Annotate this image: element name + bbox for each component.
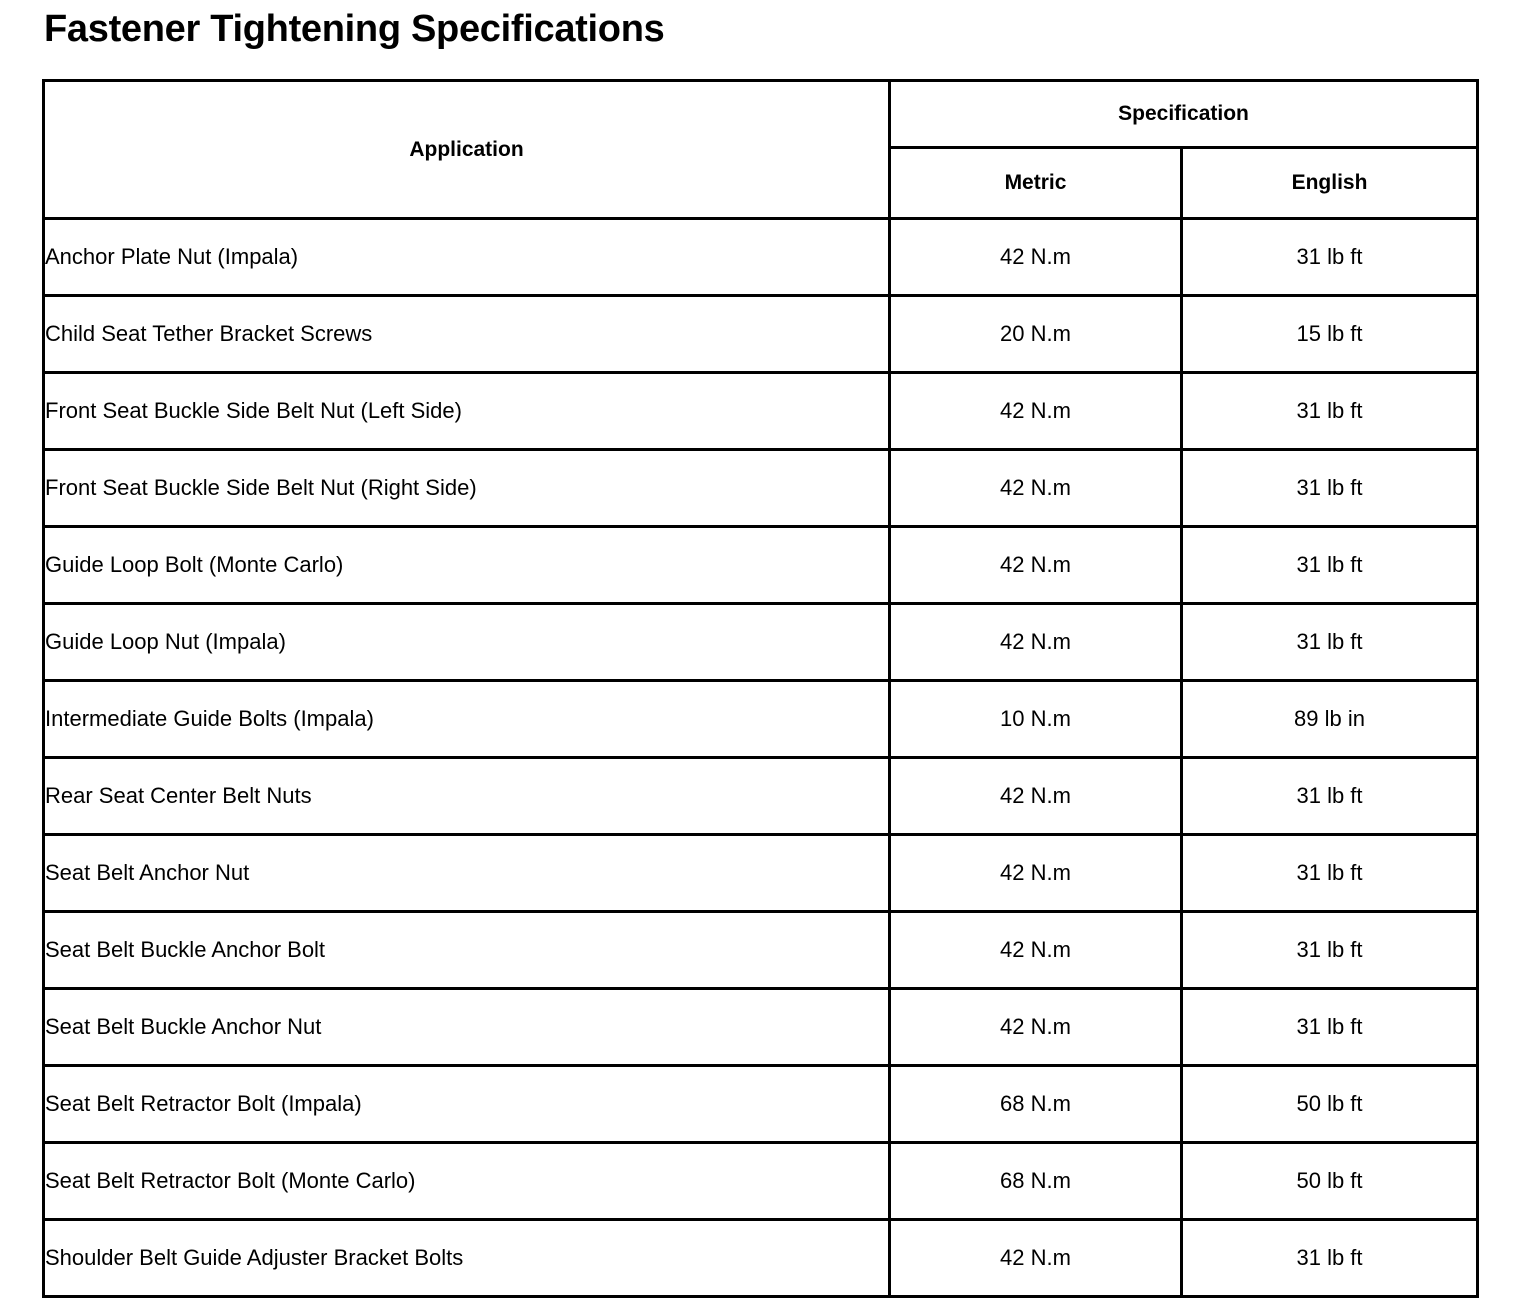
cell-english: 31 lb ft	[1182, 1220, 1478, 1297]
table-row	[44, 1066, 1478, 1143]
cell-english: 31 lb ft	[1182, 527, 1478, 604]
cell-application: Intermediate Guide Bolts (Impala)	[44, 681, 890, 758]
cell-english: 31 lb ft	[1182, 604, 1478, 681]
cell-application: Anchor Plate Nut (Impala)	[44, 219, 890, 296]
table-row	[44, 219, 1478, 296]
column-header-english: English	[1182, 148, 1478, 219]
cell-metric: 42 N.m	[890, 373, 1182, 450]
column-header-metric: Metric	[890, 148, 1182, 219]
table-row	[44, 527, 1478, 604]
cell-metric: 42 N.m	[890, 835, 1182, 912]
cell-english: 50 lb ft	[1182, 1143, 1478, 1220]
cell-metric: 42 N.m	[890, 989, 1182, 1066]
cell-application: Front Seat Buckle Side Belt Nut (Left Side)	[44, 373, 890, 450]
cell-metric: 10 N.m	[890, 681, 1182, 758]
table-row	[44, 373, 1478, 450]
page-title: Fastener Tightening Specifications	[44, 8, 665, 50]
cell-metric: 42 N.m	[890, 527, 1182, 604]
cell-application: Guide Loop Nut (Impala)	[44, 604, 890, 681]
cell-metric: 68 N.m	[890, 1143, 1182, 1220]
cell-english: 15 lb ft	[1182, 296, 1478, 373]
cell-english: 31 lb ft	[1182, 758, 1478, 835]
column-header-specification: Specification	[890, 81, 1478, 148]
table-row	[44, 1143, 1478, 1220]
cell-application: Seat Belt Buckle Anchor Nut	[44, 989, 890, 1066]
table-body	[44, 219, 1478, 1297]
table-header-row-top	[44, 81, 1478, 148]
cell-application: Rear Seat Center Belt Nuts	[44, 758, 890, 835]
table-row	[44, 450, 1478, 527]
cell-metric: 42 N.m	[890, 219, 1182, 296]
cell-english: 31 lb ft	[1182, 450, 1478, 527]
fastener-specifications-table	[42, 79, 1479, 1298]
table-row	[44, 835, 1478, 912]
cell-english: 31 lb ft	[1182, 219, 1478, 296]
cell-application: Shoulder Belt Guide Adjuster Bracket Bolts	[44, 1220, 890, 1297]
table-row	[44, 758, 1478, 835]
cell-application: Child Seat Tether Bracket Screws	[44, 296, 890, 373]
cell-english: 31 lb ft	[1182, 912, 1478, 989]
table-row	[44, 681, 1478, 758]
cell-metric: 68 N.m	[890, 1066, 1182, 1143]
table-row	[44, 296, 1478, 373]
table-header-group	[44, 81, 1478, 219]
cell-application: Seat Belt Buckle Anchor Bolt	[44, 912, 890, 989]
cell-metric: 42 N.m	[890, 450, 1182, 527]
cell-english: 31 lb ft	[1182, 835, 1478, 912]
cell-metric: 42 N.m	[890, 1220, 1182, 1297]
cell-metric: 42 N.m	[890, 758, 1182, 835]
cell-application: Seat Belt Retractor Bolt (Impala)	[44, 1066, 890, 1143]
cell-application: Front Seat Buckle Side Belt Nut (Right Side)	[44, 450, 890, 527]
cell-application: Seat Belt Retractor Bolt (Monte Carlo)	[44, 1143, 890, 1220]
cell-english: 31 lb ft	[1182, 373, 1478, 450]
cell-metric: 42 N.m	[890, 604, 1182, 681]
table-row	[44, 604, 1478, 681]
cell-metric: 20 N.m	[890, 296, 1182, 373]
cell-application: Guide Loop Bolt (Monte Carlo)	[44, 527, 890, 604]
column-header-application: Application	[44, 81, 890, 219]
table-row	[44, 989, 1478, 1066]
cell-application: Seat Belt Anchor Nut	[44, 835, 890, 912]
cell-english: 50 lb ft	[1182, 1066, 1478, 1143]
table-row	[44, 1220, 1478, 1297]
cell-english: 89 lb in	[1182, 681, 1478, 758]
cell-english: 31 lb ft	[1182, 989, 1478, 1066]
table-row	[44, 912, 1478, 989]
cell-metric: 42 N.m	[890, 912, 1182, 989]
